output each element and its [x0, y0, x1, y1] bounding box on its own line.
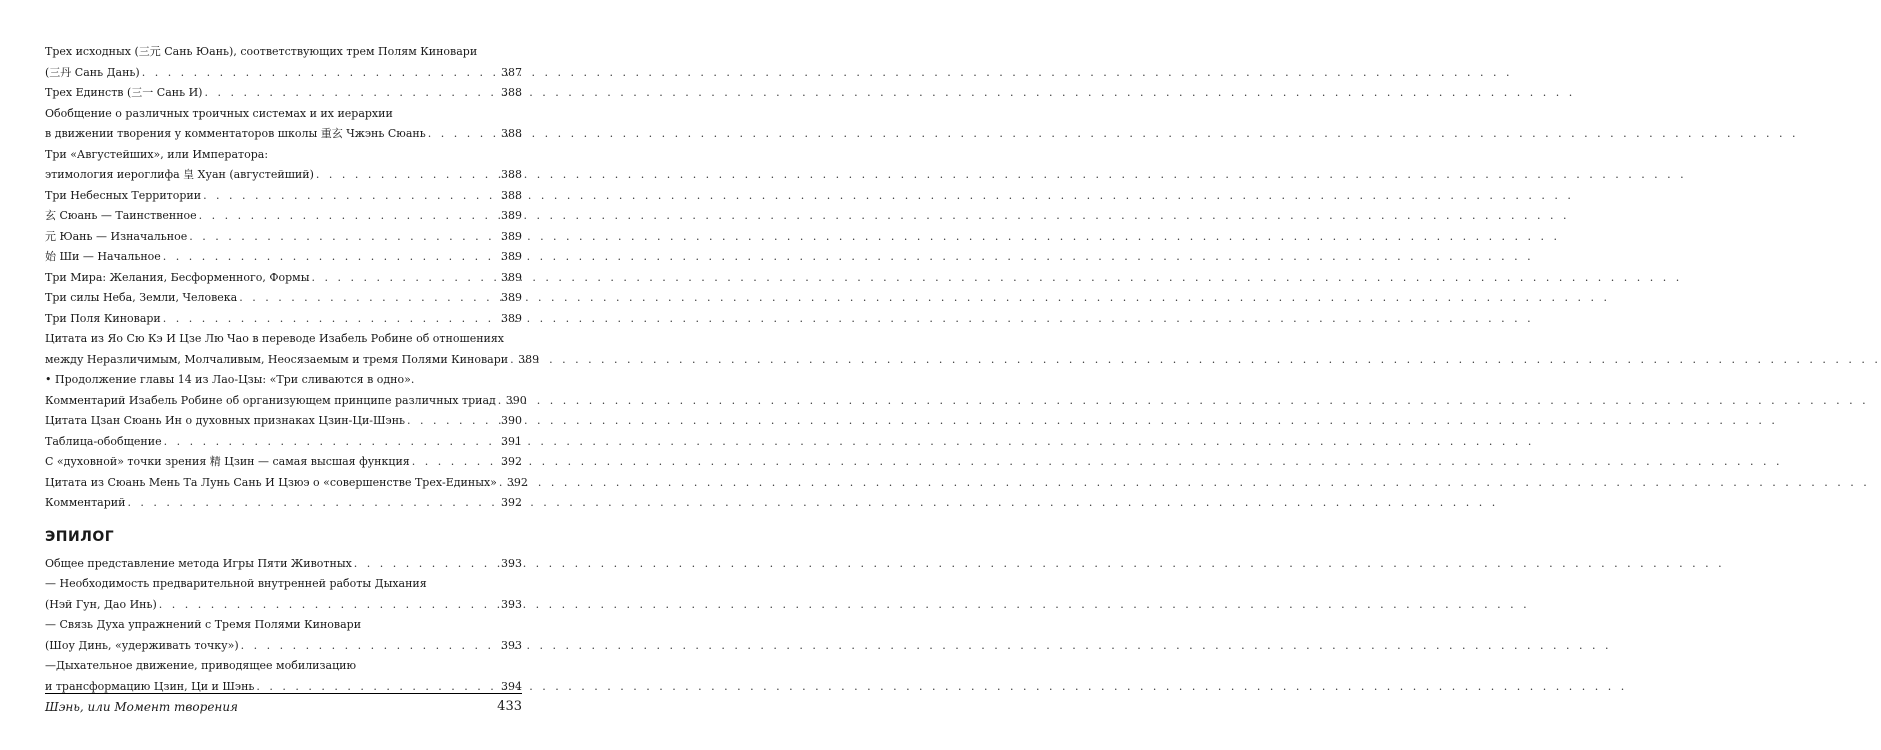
toc-entry[interactable] [45, 63, 522, 84]
dot-leader [428, 124, 499, 145]
toc-entry[interactable] [45, 370, 522, 391]
dot-leader [159, 595, 499, 616]
toc-entry-title: этимология иероглифа 皇 Хуан (августейший) [45, 168, 314, 181]
toc-entry-page: 390 [501, 414, 522, 427]
toc-entry-title: Три Поля Киновари [45, 311, 161, 325]
toc-entry-page: 394 [501, 679, 522, 693]
toc-entry[interactable] [45, 104, 522, 125]
toc-entry-title: — Связь Духа упражнений с Тремя Полями Киновари [45, 618, 362, 631]
toc-entry-title: 始 Ши — Начальное [45, 250, 161, 263]
toc-entry-page: 389 [501, 209, 522, 222]
toc-entry-title: Трех исходных (三元 Сань Юань), соответствующих трем Полям Киновари [45, 45, 478, 58]
toc-entry-title: • Продолжение главы 14 из Лао-Цзы: «Три сливаются в одно». [45, 370, 414, 391]
toc-entry[interactable] [45, 452, 522, 473]
toc-entry-title: Цитата из Сюань Мень Та Лунь Сань И Цзюэ о «совершенстве Трех-Единых» [45, 475, 497, 489]
toc-entry-title: Три силы Неба, Земли, Человека [45, 291, 238, 304]
toc-entry[interactable] [45, 329, 522, 350]
toc-entry-title: Обобщение о различных троичных системах и их иерархии [45, 106, 393, 120]
dot-leader [163, 247, 499, 268]
toc-entry-title: между Неразличимым, Молчаливым, Неосязаемым и тремя Полями Киновари [45, 352, 509, 366]
toc-entry-page: 389 [501, 291, 522, 304]
toc-entry[interactable] [45, 186, 522, 207]
toc-entry-title: Таблица-обобщение [45, 434, 162, 448]
toc-entry[interactable] [45, 288, 522, 309]
toc-entry-page: 389 [501, 250, 522, 263]
running-title: Шэнь, или Момент творения [45, 700, 239, 714]
toc-entry[interactable] [45, 309, 522, 330]
dot-leader [407, 411, 499, 432]
toc-entry-page: 388 [501, 127, 522, 140]
toc-entry-title: —Дыхательное движение, приводящее мобилизацию [45, 659, 357, 672]
toc-entry-title: — Необходимость предварительной внутренней работы Дыхания [45, 577, 427, 590]
toc-entry[interactable] [45, 473, 528, 494]
toc-entry[interactable] [45, 636, 522, 657]
toc-epilogue-section [45, 554, 522, 698]
dot-leader [311, 268, 499, 289]
toc-entry[interactable] [45, 124, 522, 145]
page-number: 433 [497, 699, 522, 714]
dot-leader [239, 288, 499, 309]
toc-entry-title: Цитата из Яо Сю Кэ И Цзе Лю Чао в переводе Изабель Робине об отношениях [45, 332, 505, 345]
toc-entry-page: 392 [501, 455, 522, 468]
toc-entry[interactable] [45, 227, 522, 248]
dot-leader [241, 636, 499, 657]
toc-entry-title: в движении творения у комментаторов школы 重玄 Чжэнь Сюань [45, 127, 426, 140]
dot-leader [204, 83, 499, 104]
toc-entry-title: Общее представление метода Игры Пяти Животных [45, 556, 352, 570]
toc-entry-title: Комментарий [45, 496, 126, 509]
toc-entry[interactable] [45, 391, 527, 412]
dot-leader [189, 227, 499, 248]
toc-entry[interactable] [45, 247, 522, 268]
toc-main-section [45, 42, 540, 514]
dot-leader [164, 432, 499, 453]
toc-entry[interactable] [45, 42, 522, 63]
dot-leader [498, 391, 504, 412]
dot-leader [499, 473, 505, 494]
toc-entry-title: Трех Единств (三一 Сань И) [45, 86, 203, 99]
toc-entry[interactable] [45, 350, 540, 371]
toc-entry-title: Три Мира: Желания, Бесформенного, Формы [45, 270, 310, 284]
toc-entry-title: Три «Августейших», или Императора: [45, 147, 269, 161]
toc-entry-title: (Нэй Гун, Дао Инь) [45, 597, 157, 611]
toc-entry-title: (三丹 Сань Дань) [45, 65, 140, 79]
toc-entry-page: 388 [501, 86, 522, 99]
toc-entry[interactable] [45, 656, 522, 677]
dot-leader [316, 165, 499, 186]
toc-entry[interactable] [45, 432, 522, 453]
toc-entry[interactable] [45, 595, 522, 616]
toc-entry-title: Три Небесных Территории [45, 188, 202, 202]
toc-entry-title: С «духовной» точки зрения 精 Цзин — самая высшая функция [45, 455, 410, 468]
toc-entry[interactable] [45, 268, 522, 289]
toc-entry-title: (Шоу Динь, «удерживать точку») [45, 638, 239, 652]
toc-entry-page: 388 [501, 188, 522, 202]
dot-leader [127, 493, 499, 514]
epilogue-heading: ЭПИЛОГ [45, 528, 115, 545]
book-page [0, 0, 600, 750]
dot-leader [163, 309, 499, 330]
toc-entry[interactable] [45, 206, 522, 227]
toc-entry-page: 389 [501, 229, 522, 243]
toc-entry[interactable] [45, 493, 522, 514]
toc-entry-page: 391 [501, 434, 522, 448]
toc-entry-page: 389 [501, 311, 522, 325]
toc-entry[interactable] [45, 554, 522, 575]
toc-entry-page: 393 [501, 638, 522, 652]
toc-entry[interactable] [45, 165, 522, 186]
toc-entry-title: Цитата Цзан Сюань Ин о духовных признаках Цзин-Ци-Шэнь [45, 414, 406, 427]
dot-leader [510, 350, 516, 371]
toc-entry[interactable] [45, 574, 522, 595]
toc-entry-title: Комментарий Изабель Робине об организующем принципе различных триад [45, 393, 496, 407]
toc-entry[interactable] [45, 83, 522, 104]
toc-entry-page: 392 [501, 496, 522, 509]
dot-leader [203, 186, 499, 207]
dot-leader [354, 554, 499, 575]
dot-leader [412, 452, 499, 473]
dot-leader [142, 63, 499, 84]
footer-rule [45, 693, 522, 694]
toc-entry-page: 390 [505, 393, 527, 407]
toc-entry[interactable] [45, 145, 522, 166]
toc-entry-page: 389 [518, 352, 540, 366]
toc-entry-page: 388 [501, 168, 522, 181]
toc-entry[interactable] [45, 411, 522, 432]
dot-leader [199, 206, 499, 227]
table-of-contents [45, 42, 540, 697]
toc-entry-page: 393 [501, 597, 522, 611]
toc-entry-title: и трансформацию Цзин, Ци и Шэнь [45, 679, 255, 693]
toc-entry[interactable] [45, 615, 522, 636]
toc-entry-page: 393 [501, 556, 522, 570]
toc-entry-title: 元 Юань — Изначальное [45, 229, 188, 243]
toc-entry-page: 392 [506, 475, 528, 489]
toc-entry-page: 389 [501, 270, 522, 284]
toc-entry-page: 387 [501, 65, 522, 79]
toc-entry-title: 玄 Сюань — Таинственное [45, 209, 197, 222]
